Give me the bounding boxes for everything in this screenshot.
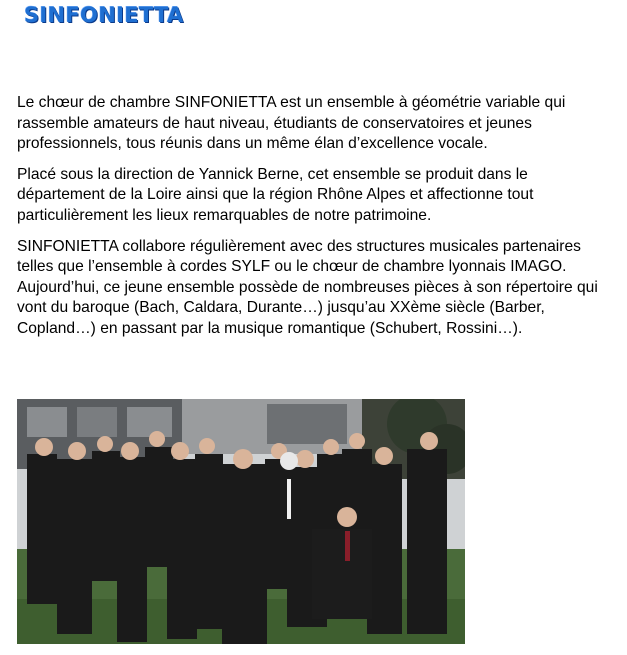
choir-group-photo	[17, 399, 465, 644]
page-title: SINFONIETTA	[24, 3, 184, 27]
paragraph-collaborations: SINFONIETTA collabore régulièrement avec des structures musicales partenaires telles que l’ensemble à cordes SYLF ou le chœur de chambre lyonnais IMAGO. Aujourd’hui, ce jeune ensemble possède de nombreuses pièces à son répertoire qui vont du baroque (Bach, Caldara, Durante…) jusqu’au XXème siècle (Barber, Copland…) en passant par la musique romantique (Schubert, Rossini…).	[17, 237, 598, 337]
paragraph-direction: Placé sous la direction de Yannick Berne, cet ensemble se produit dans le département de la Loire ainsi que la région Rhône Alpes et affectionne tout particulièrement les lieux remarquables de notre patrimoine.	[17, 165, 534, 224]
paragraph-intro: Le chœur de chambre SINFONIETTA est un ensemble à géométrie variable qui rassemble amateurs de haut niveau, étudiants de conservatoires et jeunes professionnels, tous réunis dans un même élan d’excellence vocale.	[17, 94, 566, 153]
article-body	[17, 93, 617, 350]
